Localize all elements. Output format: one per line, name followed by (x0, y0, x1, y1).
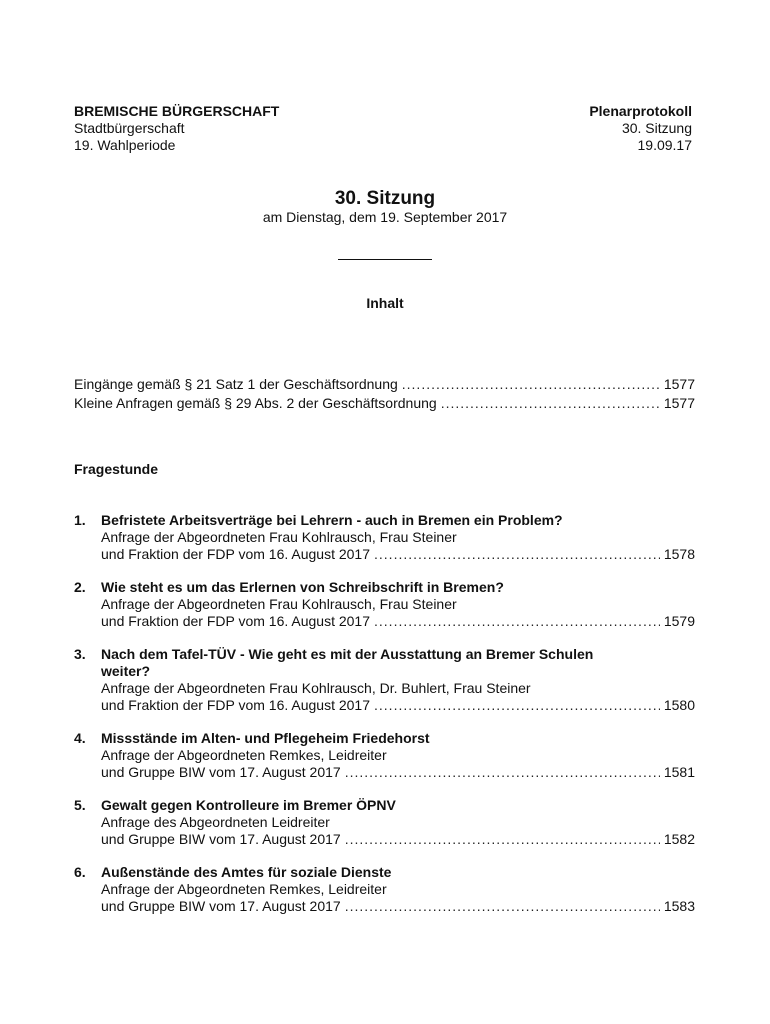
question-requesters: Anfrage der Abgeordneten Remkes, Leidreiter (101, 881, 387, 897)
question-source-line (101, 546, 695, 563)
question-requesters: Anfrage der Abgeordneten Frau Kohlrausch, Frau Steiner (101, 529, 457, 545)
question-requesters: Anfrage der Abgeordneten Frau Kohlrausch, Dr. Buhlert, Frau Steiner (101, 680, 531, 696)
question-source-line (101, 697, 695, 714)
question-source: und Fraktion der FDP vom 16. August 2017 (101, 546, 371, 562)
question-source-line (101, 613, 695, 630)
dot-leader (374, 697, 660, 714)
question-number: 6. (74, 864, 86, 880)
dot-leader (402, 376, 660, 393)
question-page: 1581 (663, 764, 695, 780)
dot-leader (374, 546, 660, 563)
question-page: 1580 (663, 697, 695, 713)
question-page: 1583 (663, 898, 695, 914)
chamber-name: Stadtbürgerschaft (74, 120, 185, 136)
page-title: 30. Sitzung (334, 188, 436, 209)
question-source: und Gruppe BIW vom 17. August 2017 (101, 898, 341, 914)
toc-entry-page: 1577 (663, 395, 695, 411)
document-type: Plenarprotokoll (589, 103, 692, 119)
question-title: Gewalt gegen Kontrolleure im Bremer ÖPNV (101, 797, 396, 813)
parliament-name: BREMISCHE BÜRGERSCHAFT (74, 103, 280, 119)
question-requesters: Anfrage des Abgeordneten Leidreiter (101, 814, 330, 830)
toc-entry-text: Eingänge gemäß § 21 Satz 1 der Geschäftsordnung (74, 376, 398, 392)
question-source-line (101, 898, 695, 915)
question-page: 1579 (663, 613, 695, 629)
session-number: 30. Sitzung (621, 120, 692, 136)
question-requesters: Anfrage der Abgeordneten Remkes, Leidreiter (101, 747, 387, 763)
question-requesters: Anfrage der Abgeordneten Frau Kohlrausch, Frau Steiner (101, 596, 457, 612)
question-number: 1. (74, 512, 86, 528)
contents-heading: Inhalt (366, 295, 404, 311)
section-heading: Fragestunde (74, 461, 159, 477)
toc-entry (74, 376, 695, 393)
dot-leader (345, 898, 660, 915)
dot-leader (345, 831, 660, 848)
header-left (74, 103, 279, 154)
dot-leader (374, 613, 660, 630)
question-title: Außenstände des Amtes für soziale Dienste (101, 864, 392, 880)
question-source: und Fraktion der FDP vom 16. August 2017 (101, 613, 371, 629)
question-source-line (101, 831, 695, 848)
question-title: Wie steht es um das Erlernen von Schreibschrift in Bremen? (101, 579, 504, 595)
question-source: und Fraktion der FDP vom 16. August 2017 (101, 697, 371, 713)
question-number: 4. (74, 730, 86, 746)
legislative-period: 19. Wahlperiode (74, 137, 176, 153)
question-title: Befristete Arbeitsverträge bei Lehrern - auch in Bremen ein Problem? (101, 512, 563, 528)
question-title: Nach dem Tafel-TÜV - Wie geht es mit der Ausstattung an Bremer Schulen weiter? (101, 646, 594, 679)
question-source: und Gruppe BIW vom 17. August 2017 (101, 831, 341, 847)
question-page: 1578 (663, 546, 695, 562)
question-source: und Gruppe BIW vom 17. August 2017 (101, 764, 341, 780)
session-date: 19.09.17 (637, 137, 692, 153)
toc-entry (74, 395, 695, 412)
question-title: Missstände im Alten- und Pflegeheim Friedehorst (101, 730, 430, 746)
dot-leader (345, 764, 660, 781)
toc-entry-page: 1577 (663, 376, 695, 392)
toc-entry-text: Kleine Anfragen gemäß § 29 Abs. 2 der Geschäftsordnung (74, 395, 437, 411)
question-source-line (101, 764, 695, 781)
header-right (589, 103, 692, 154)
question-number: 2. (74, 579, 86, 595)
dot-leader (441, 395, 660, 412)
question-page: 1582 (663, 831, 695, 847)
divider (338, 259, 432, 260)
question-number: 3. (74, 646, 86, 662)
question-number: 5. (74, 797, 86, 813)
page-subtitle: am Dienstag, dem 19. September 2017 (262, 209, 508, 225)
